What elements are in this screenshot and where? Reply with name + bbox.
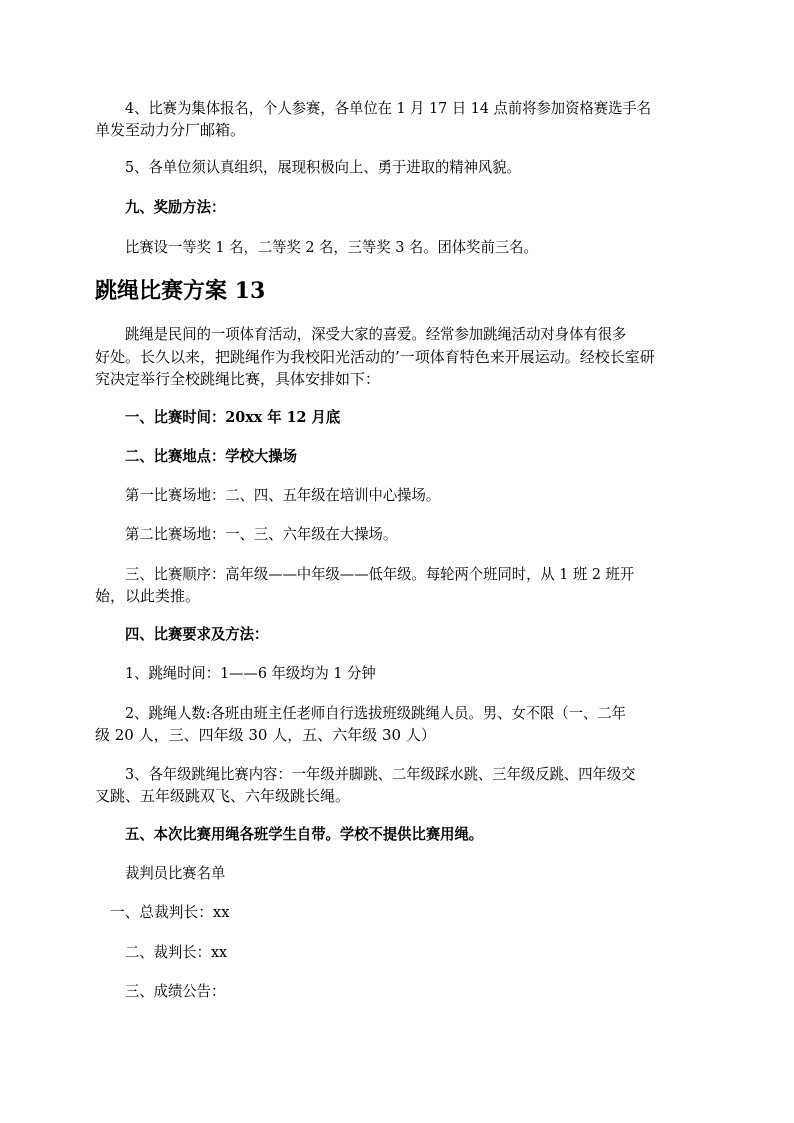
venue-2: 第二比赛场地：一、三、六年级在大操场。 xyxy=(125,525,398,543)
section-9-heading: 九、奖励方法： xyxy=(125,198,226,216)
venue-1: 第一比赛场地：二、四、五年级在培训中心操场。 xyxy=(125,486,441,504)
rule-4-line-1: 4、比赛为集体报名，个人参赛，各单位在 1 月 17 日 14 点前将参加资格赛选手名 xyxy=(125,99,652,117)
section-5-rope: 五、本次比赛用绳各班学生自带。学校不提供比赛用绳。 xyxy=(125,825,484,843)
intro-line-3: 究决定举行全校跳绳比赛，具体安排如下： xyxy=(95,370,381,388)
rule-4-line-2: 单发至动力分厂邮箱。 xyxy=(95,121,246,139)
req-2-line-1: 2、跳绳人数:各班由班主任老师自行选拔班级跳绳人员。男、女不限（一、二年 xyxy=(125,704,627,722)
document-heading: 跳绳比赛方案 13 xyxy=(95,278,266,304)
intro-line-2: 好处。长久以来，把跳绳作为我校阳光活动的’一项体育特色来开展运动。经校长室研 xyxy=(95,348,655,366)
section-3-order-line-1: 三、比赛顺序：高年级——中年级——低年级。每轮两个班同时，从 1 班 2 班开 xyxy=(125,565,635,583)
results-announcement: 三、成绩公告： xyxy=(125,982,226,1000)
req-2-line-2: 级 20 人，三、四年级 30 人，五、六年级 30 人） xyxy=(95,726,436,744)
section-1-time: 一、比赛时间：20xx 年 12 月底 xyxy=(125,408,341,426)
referee-list-title: 裁判员比赛名单 xyxy=(125,864,226,882)
chief-referee: 一、总裁判长：xx xyxy=(110,903,230,921)
req-3-line-2: 叉跳、五年级跳双飞、六年级跳长绳。 xyxy=(95,787,351,805)
section-4-heading: 四、比赛要求及方法： xyxy=(125,625,269,643)
req-1-time: 1、跳绳时间：1——6 年级均为 1 分钟 xyxy=(125,664,376,682)
award-description: 比赛设一等奖 1 名，二等奖 2 名，三等奖 3 名。团体奖前三名。 xyxy=(125,238,538,256)
section-3-order-line-2: 始，以此类推。 xyxy=(95,587,201,605)
intro-line-1: 跳绳是民间的一项体育活动，深受大家的喜爱。经常参加跳绳活动对身体有很多 xyxy=(125,325,627,343)
section-2-location: 二、比赛地点：学校大操场 xyxy=(125,447,297,465)
rule-5: 5、各单位须认真组织，展现积极向上、勇于进取的精神风貌。 xyxy=(125,158,521,176)
referee: 二、裁判长：xx xyxy=(125,943,228,961)
req-3-line-1: 3、各年级跳绳比赛内容：一年级并脚跳、二年级踩水跳、三年级反跳、四年级交 xyxy=(125,765,636,783)
